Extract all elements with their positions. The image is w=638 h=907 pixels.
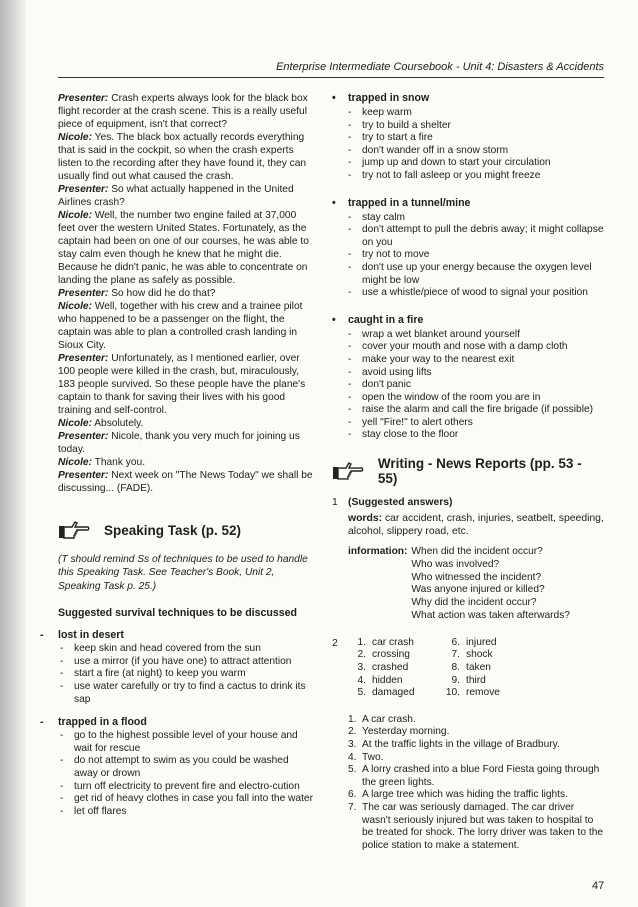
category-text: trapped in a flood: [58, 716, 147, 729]
dash-mark: -: [348, 328, 352, 340]
vocab-answer: [348, 687, 442, 700]
item-text: don't attempt to pull the debris away; it might collapse on you: [362, 224, 604, 248]
bullet: •: [332, 313, 336, 326]
item-text: stay calm: [362, 211, 406, 223]
answer-number: 2.: [357, 649, 366, 661]
answer-word: crashed: [372, 662, 409, 674]
dialogue-line: [58, 131, 313, 183]
survival-category-title: [40, 629, 313, 642]
list-item: [348, 132, 604, 145]
list-item: [60, 805, 313, 819]
survival-group: [332, 314, 604, 442]
vocab-answer: [348, 649, 442, 662]
interview-dialogue: [58, 92, 313, 495]
survival-list: [332, 107, 604, 183]
dialogue-line: [58, 430, 313, 456]
dash-mark: -: [348, 157, 352, 169]
list-item: [348, 353, 604, 367]
right-categories: [332, 92, 604, 442]
left-categories: [40, 629, 313, 818]
answer-word: taken: [466, 662, 491, 674]
techniques-subhead: Suggested survival techniques to be discussed: [58, 607, 298, 620]
dash-mark: -: [348, 404, 352, 416]
dialogue-line: [58, 183, 313, 209]
info-question: Was anyone injured or killed?: [411, 584, 545, 596]
speaker-name: Nicole:: [58, 132, 92, 143]
dash-mark: -: [348, 132, 352, 144]
survival-list: [58, 730, 313, 818]
item-text: don't use up your energy because the oxygen level might be low: [362, 261, 592, 286]
survival-list: [332, 329, 604, 442]
list-item: [60, 655, 313, 669]
list-item: [348, 404, 604, 417]
dash-mark: -: [348, 416, 352, 428]
item-text: try to build a shelter: [362, 119, 451, 131]
dialogue-text: Yes. The black box actually records everything that is said in the cockpit, so when the crash experts listen to the recording after they have found it, they can usually find out what caused the crash.: [58, 132, 307, 182]
item-text: use a whistle/piece of wood to signal your position: [362, 287, 588, 299]
reading-answer: [348, 726, 604, 739]
answer-number: 5.: [357, 687, 366, 699]
category-text: lost in desert: [58, 629, 124, 642]
speaker-name: Presenter:: [58, 431, 109, 442]
answer-number: 7.: [451, 649, 460, 661]
answer-word: shock: [466, 649, 493, 661]
speaking-task-title: Speaking Task (p. 52): [104, 522, 242, 538]
dash-mark: -: [348, 211, 352, 223]
vocab-answers: [348, 637, 604, 700]
speaker-name: Nicole:: [58, 457, 92, 468]
answer-word: injured: [466, 636, 497, 648]
dash-mark: -: [60, 643, 64, 655]
item-text: let off flares: [74, 805, 127, 817]
pointing-hand-icon: [332, 458, 364, 484]
survival-category-title: [40, 716, 313, 729]
answer-number: 4.: [357, 674, 366, 686]
speaker-name: Presenter:: [58, 93, 109, 104]
dialogue-line: [58, 92, 313, 131]
dialogue-line: [58, 300, 313, 352]
dialogue-text: Well, the number two engine failed at 37,000 feet over the western United States. Fortunately, as the captain had been on one of our courses, he was able to stay calm even though he knew that he might die. Because he didn't panic, he was able to concentrate on landing the plane as safely as possible.: [58, 210, 309, 286]
item-text: start a fire (at night) to keep you warm: [74, 668, 246, 680]
right-column: [332, 92, 604, 852]
bullet: -: [40, 716, 44, 729]
reading-answer: [348, 714, 604, 727]
dash-mark: -: [60, 780, 64, 792]
information-block: [332, 546, 604, 623]
list-item: [60, 643, 313, 656]
item-text: jump up and down to start your circulation: [362, 157, 551, 169]
answer-word: damaged: [372, 687, 415, 699]
survival-group: [332, 92, 604, 183]
bullet: •: [332, 92, 336, 104]
vocab-answer: [348, 675, 442, 688]
survival-group: [332, 197, 604, 300]
dash-mark: -: [60, 655, 64, 667]
list-item: [348, 224, 604, 249]
words-block: [332, 512, 604, 538]
dash-mark: -: [348, 107, 352, 118]
dash-mark: -: [348, 169, 352, 181]
vocab-answer: [442, 687, 604, 700]
answer-text: Yesterday morning.: [362, 726, 450, 738]
item-text: stay close to the floor: [362, 429, 459, 441]
dash-mark: -: [348, 429, 352, 441]
list-item: [60, 780, 313, 794]
category-text: trapped in snow: [348, 92, 430, 104]
answer-text: A large tree which was hiding the traffic lights.: [362, 789, 568, 801]
list-item: [348, 416, 604, 430]
dash-mark: -: [348, 261, 352, 273]
survival-list: [332, 212, 604, 300]
item-text: open the window of the room you are in: [362, 391, 541, 403]
answer-word: remove: [466, 687, 500, 699]
speaker-name: Presenter:: [58, 470, 109, 481]
dialogue-line: [58, 352, 313, 417]
answer-text: A lorry crashed into a blue Ford Fiesta going through the green lights.: [362, 764, 600, 788]
survival-category-title: [332, 314, 604, 326]
dialogue-text: Nicole, thank you very much for joining us today.: [58, 431, 300, 455]
item-text: avoid using lifts: [362, 366, 432, 378]
item-text: yell "Fire!" to alert others: [362, 416, 473, 428]
answer-number: 3.: [348, 739, 357, 750]
list-item: [348, 249, 604, 262]
question-number: 1: [332, 497, 338, 509]
vocab-answer: [348, 662, 442, 675]
answer-number: 6.: [348, 789, 357, 801]
item-text: do not attempt to swim as you could be washed away or drown: [74, 755, 289, 779]
item-text: use a mirror (if you have one) to attract attention: [74, 655, 292, 667]
answer-number: 3.: [357, 662, 366, 674]
question-1: [332, 496, 604, 509]
dialogue-text: Well, together with his crew and a trainee pilot who happened to be a passenger on the flight, the captain was able to plan a controlled crash landing in Sioux City.: [58, 301, 303, 351]
teacher-note: (T should remind Ss of techniques to be used to handle this Speaking Task. See Teacher's Book, Unit 2, Speaking Task p. 25.): [58, 554, 308, 592]
item-text: don't wander off in a snow storm: [362, 144, 509, 156]
answer-word: crossing: [372, 649, 410, 661]
dialogue-line: [58, 456, 313, 469]
question-label: (Suggested answers): [348, 497, 453, 509]
list-item: [348, 429, 604, 442]
list-item: [348, 169, 604, 183]
list-item: [60, 668, 313, 681]
dash-mark: -: [60, 793, 64, 805]
answer-text: Two.: [362, 751, 384, 763]
left-column: [40, 92, 313, 818]
item-text: don't panic: [362, 379, 411, 391]
reading-answer: [348, 802, 604, 852]
dash-mark: -: [348, 366, 352, 378]
list-item: [348, 328, 604, 342]
answer-number: 2.: [348, 726, 357, 738]
list-item: [60, 681, 313, 706]
list-item: [60, 755, 313, 780]
information-label: information:: [348, 546, 408, 558]
list-item: [348, 157, 604, 170]
answer-number: 7.: [348, 801, 357, 813]
writing-title: Writing - News Reports (pp. 53 - 55): [377, 456, 582, 487]
dialogue-line: [58, 417, 313, 430]
answer-number: 9.: [451, 674, 460, 686]
item-text: go to the highest possible level of your house and wait for rescue: [74, 730, 298, 754]
pointing-hand-icon: [58, 517, 90, 543]
item-text: make your way to the nearest exit: [362, 353, 515, 365]
words-text: car accident, crash, injuries, seatbelt, speeding, alcohol, slippery road, etc.: [348, 513, 604, 538]
info-question: Who was involved?: [411, 558, 500, 570]
item-text: get rid of heavy clothes in case you fall into the water: [74, 793, 313, 805]
dialogue-line: [58, 469, 313, 495]
reading-answers: [332, 714, 604, 853]
item-text: try not to fall asleep or you might freeze: [362, 169, 541, 181]
page-number: 47: [592, 880, 605, 892]
dialogue-line: [58, 287, 313, 300]
vocab-answer: [442, 675, 604, 688]
survival-list: [58, 643, 313, 706]
information-list: [411, 546, 570, 623]
speaker-name: Presenter:: [58, 353, 109, 364]
dash-mark: -: [348, 249, 352, 261]
vocab-answer: [442, 662, 604, 675]
info-question: Why did the incident occur?: [411, 597, 537, 609]
dash-mark: -: [60, 668, 64, 680]
answer-number: 6.: [451, 636, 460, 648]
info-question: What action was taken afterwards?: [411, 610, 570, 622]
dash-mark: -: [348, 144, 352, 156]
reading-answer: [348, 739, 604, 752]
dash-mark: -: [60, 681, 64, 692]
list-item: [348, 119, 604, 133]
survival-category-title: [332, 92, 604, 104]
dash-mark: -: [60, 730, 64, 742]
reading-answer: [348, 789, 604, 802]
dash-mark: -: [348, 391, 352, 403]
answer-number: 5.: [348, 764, 357, 776]
list-item: [348, 107, 604, 120]
words-label: words:: [348, 513, 383, 525]
list-item: [348, 261, 604, 287]
answer-word: third: [466, 674, 486, 686]
vocab-answer: [442, 637, 604, 650]
answer-number: 1.: [348, 713, 357, 725]
running-header: Enterprise Intermediate Coursebook - Unit 4: Disasters & Accidents: [58, 60, 604, 78]
info-question: Who witnessed the incident?: [411, 571, 542, 583]
dialogue-text: So how did he do that?: [111, 288, 216, 299]
item-text: raise the alarm and call the fire brigade (if possible): [362, 404, 594, 416]
item-text: turn off electricity to prevent fire and electro-cution: [74, 780, 300, 792]
dialogue-text: Crash experts always look for the black box flight recorder at the crash scene. This is a really useful piece of equipment, isn't that correct?: [58, 93, 308, 130]
dash-mark: -: [60, 755, 64, 767]
question-2: [332, 637, 604, 700]
list-item: [348, 287, 604, 300]
list-item: [348, 379, 604, 392]
answer-text: A car crash.: [362, 713, 416, 725]
writing-heading: [332, 456, 604, 486]
survival-category-title: [332, 197, 604, 209]
speaker-name: Presenter:: [58, 288, 109, 299]
binding-shadow: [0, 0, 26, 907]
dash-mark: -: [348, 353, 352, 365]
answer-number: 4.: [348, 751, 357, 763]
info-question: When did the incident occur?: [411, 546, 543, 558]
vocab-answer: [348, 637, 442, 650]
dash-mark: -: [348, 287, 352, 299]
item-text: cover your mouth and nose with a damp cloth: [362, 341, 568, 353]
dialogue-line: [58, 209, 313, 287]
speaker-name: Presenter:: [58, 184, 109, 195]
item-text: keep warm: [362, 107, 412, 118]
answer-word: hidden: [372, 674, 403, 686]
category-text: trapped in a tunnel/mine: [348, 196, 471, 209]
dash-mark: -: [348, 379, 352, 391]
dialogue-text: Unfortunately, as I mentioned earlier, over 100 people were killed in the crash, but, miraculously, 183 people survived. So these people have the plane's captain to thank for saving their lives with his good training and self-control.: [58, 353, 306, 416]
answer-text: The car was seriously damaged. The car driver wasn't seriously injured but was taken to hospital to be treated for shock. The lorry driver was taken to the police station to make a statement.: [362, 801, 604, 851]
list-item: [60, 793, 313, 806]
answer-word: car crash: [372, 636, 414, 648]
answer-number: 1.: [357, 636, 366, 648]
answer-number: 8.: [451, 662, 460, 674]
speaking-task-heading: [58, 517, 313, 543]
dash-mark: -: [348, 224, 352, 236]
item-text: try not to move: [362, 249, 430, 261]
list-item: [348, 366, 604, 380]
question-number: 2: [332, 637, 338, 649]
reading-answer: [348, 764, 604, 789]
dash-mark: -: [60, 805, 64, 817]
dash-mark: -: [348, 341, 352, 353]
bullet: •: [332, 196, 336, 209]
speaker-name: Nicole:: [58, 210, 92, 221]
dialogue-text: So what actually happened in the United Airlines crash?: [58, 184, 294, 208]
dialogue-text: Next week on "The News Today" we shall be discussing... (FADE).: [58, 470, 313, 494]
list-item: [60, 730, 313, 755]
bullet: -: [40, 629, 44, 642]
item-text: keep skin and head covered from the sun: [74, 643, 261, 655]
reading-answer: [348, 752, 604, 765]
dialogue-text: Absolutely.: [94, 418, 144, 429]
speaker-name: Nicole:: [58, 418, 92, 429]
answer-text: At the traffic lights in the village of Bradbury.: [362, 739, 560, 750]
item-text: use water carefully or try to find a cactus to drink its sap: [74, 681, 306, 705]
list-item: [348, 341, 604, 354]
dialogue-text: Thank you.: [94, 457, 146, 468]
list-item: [348, 391, 604, 405]
item-text: try to start a fire: [362, 132, 433, 144]
dash-mark: -: [348, 119, 352, 131]
category-text: caught in a fire: [348, 313, 424, 326]
speaker-name: Nicole:: [58, 301, 92, 312]
list-item: [348, 144, 604, 158]
answer-number: 10.: [445, 687, 460, 699]
list-item: [348, 211, 604, 225]
vocab-answer: [442, 649, 604, 662]
item-text: wrap a wet blanket around yourself: [362, 328, 520, 340]
